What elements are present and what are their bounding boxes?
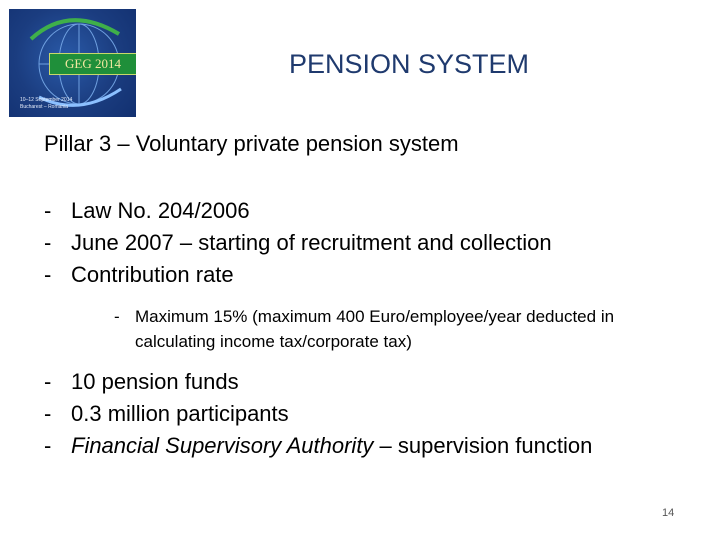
list-item: [114, 304, 635, 354]
list-item: [44, 430, 611, 462]
slide-title: PENSION SYSTEM: [288, 49, 530, 79]
sub-bullet-list: [114, 304, 635, 354]
conference-logo: [9, 9, 136, 117]
bullet-text: 10 pension funds: [71, 369, 239, 394]
bullet-dash: -: [44, 198, 52, 223]
authority-name: Financial Supervisory Authority: [71, 433, 374, 458]
slide-subtitle: Pillar 3 – Voluntary private pension system: [44, 131, 459, 156]
bullet-text: June 2007 – starting of recruitment and collection: [71, 230, 552, 255]
bullet-dash: -: [44, 401, 52, 426]
bullet-dash: -: [44, 369, 52, 394]
list-item: [44, 366, 611, 398]
page-number: 14: [662, 507, 675, 519]
bullet-dash: -: [44, 433, 52, 458]
bullet-dash: -: [114, 307, 120, 326]
logo-location: Bucharest – Romania: [20, 104, 69, 110]
list-item: [44, 398, 611, 430]
bullet-list-bottom: [44, 366, 611, 462]
logo-badge: GEG 2014: [49, 53, 136, 75]
bullet-list-top: [44, 195, 552, 291]
bullet-text: 0.3 million participants: [71, 401, 289, 426]
sub-bullet-text: Maximum 15% (maximum 400 Euro/employee/year deducted in calculating income tax/corporate tax): [135, 307, 615, 351]
bullet-text: Contribution rate: [71, 262, 234, 287]
list-item: [44, 259, 552, 291]
list-item: [44, 195, 552, 227]
logo-date: 10–12 September 2014: [20, 97, 73, 103]
bullet-text: Law No. 204/2006: [71, 198, 250, 223]
list-item: [44, 227, 552, 259]
bullet-dash: -: [44, 262, 52, 287]
bullet-text: – supervision function: [373, 433, 593, 458]
bullet-dash: -: [44, 230, 52, 255]
